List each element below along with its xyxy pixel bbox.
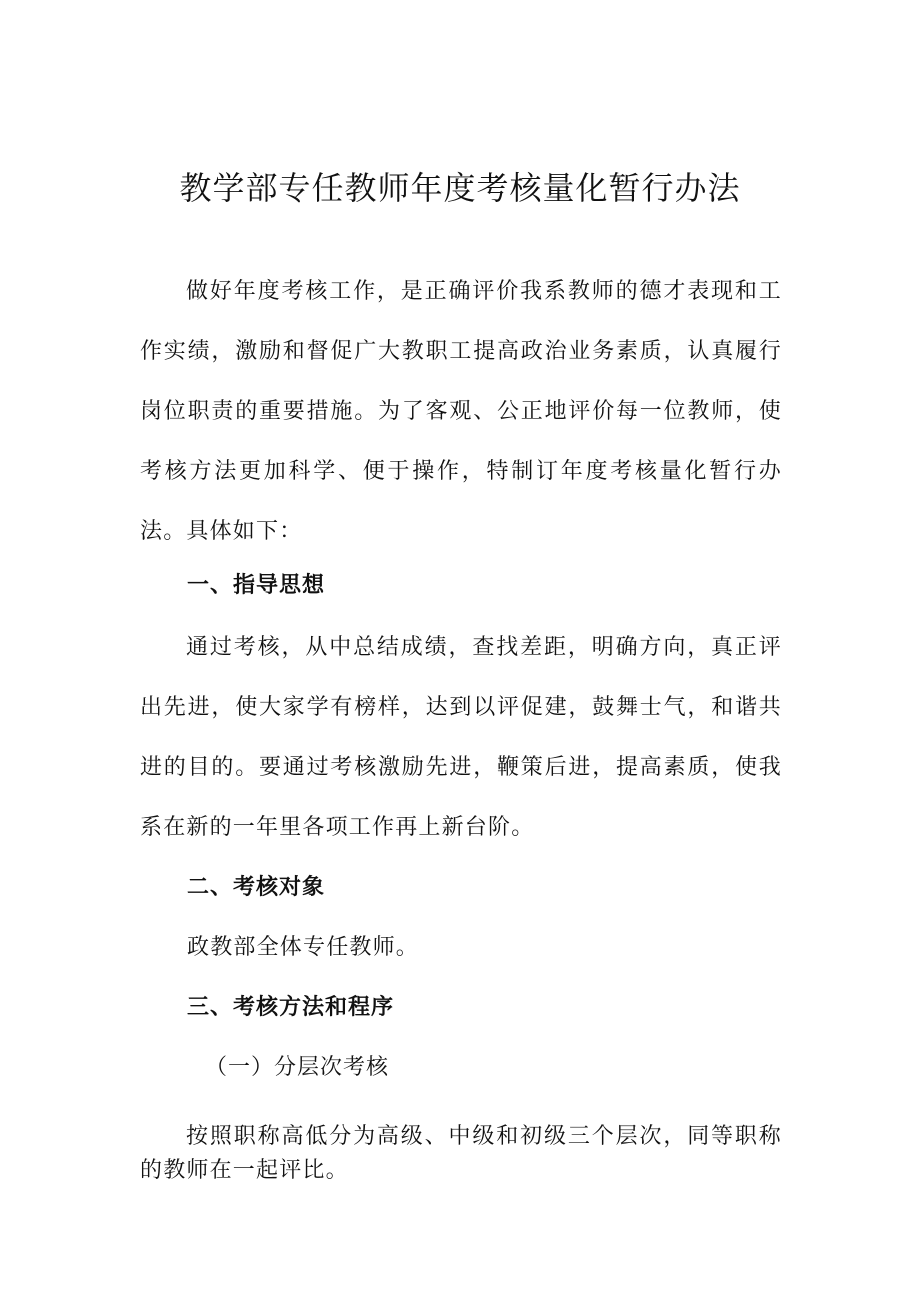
document-title: 教学部专任教师年度考核量化暂行办法 [179, 169, 741, 207]
section-heading-methods: 三、考核方法和程序 [187, 995, 395, 1020]
subsection-heading-tiered: （一）分层次考核 [205, 1055, 390, 1080]
intro-paragraph: 做好年度考核工作，是正确评价我系教师的德才表现和工作实绩，激励和督促广大教职工提高政治业务素质，认真履行岗位职责的重要措施。为了客观、公正地评价每一位教师，使考核方法更加科学、便于操作，特制订年度考核量化暂行办法。具体如下： [140, 279, 782, 544]
section-heading-assessment-target: 二、考核对象 [187, 875, 326, 900]
section-heading-guiding-thought: 一、指导思想 [187, 573, 326, 598]
section-body-assessment-target: 政教部全体专任教师。 [187, 935, 420, 960]
section-body-guiding-thought: 通过考核，从中总结成绩，查找差距，明确方向，真正评出先进，使大家学有榜样，达到以评促建，鼓舞士气，和谐共进的目的。要通过考核激励先进，鞭策后进，提高素质，使我系在新的一年里各项工作再上新台阶。 [140, 635, 782, 840]
subsection-body-tiered: 按照职称高低分为高级、中级和初级三个层次，同等职称的教师在一起评比。 [140, 1124, 782, 1183]
